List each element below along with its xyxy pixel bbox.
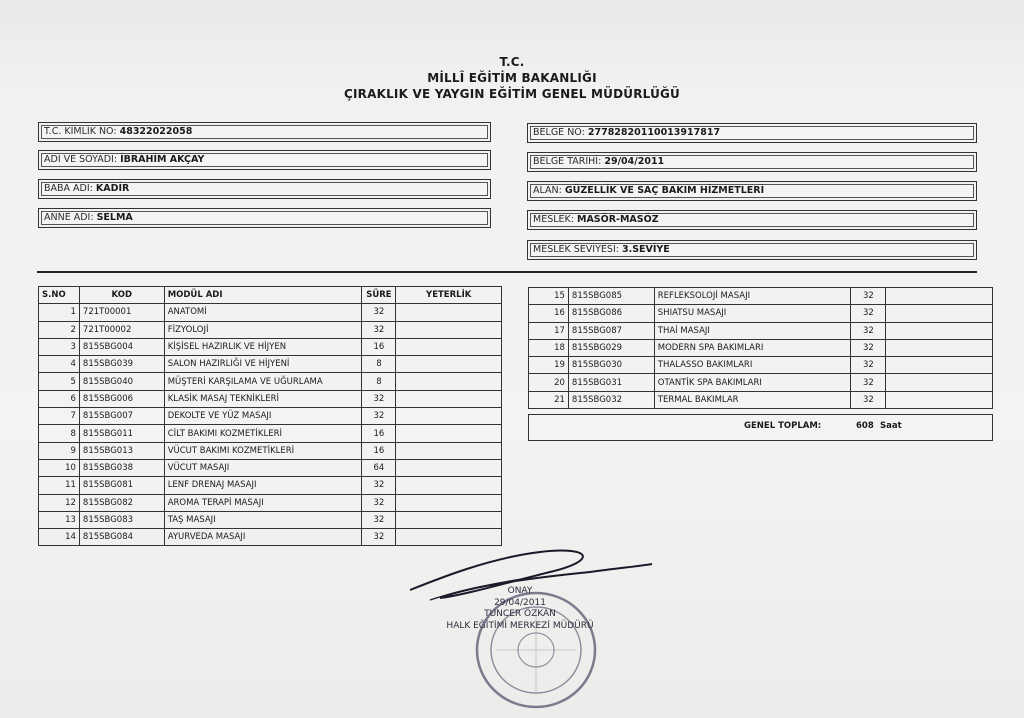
header-duration: SÜRE: [362, 287, 396, 304]
row-code: 815SBG087: [568, 322, 654, 339]
row-code: 815SBG030: [568, 357, 654, 374]
row-module: FİZYOLOJİ: [164, 321, 362, 338]
row-no: 10: [39, 459, 80, 476]
tc-id-label: T.C. KİMLİK NO:: [44, 126, 117, 137]
table-row: [39, 356, 502, 373]
row-no: 21: [529, 391, 569, 408]
row-competence: [396, 477, 502, 494]
row-module: KİŞİSEL HAZIRLIK VE HİJYEN: [164, 338, 362, 355]
name-label: ADI VE SOYADI:: [44, 154, 118, 165]
row-competence: [396, 390, 502, 407]
name-field: [38, 150, 491, 170]
row-module: REFLEKSOLOJİ MASAJI: [654, 288, 851, 305]
row-no: 11: [39, 477, 80, 494]
modules-table-left: [38, 286, 502, 546]
table-row: [39, 373, 502, 390]
row-competence: [886, 322, 993, 339]
table-row: [39, 425, 502, 442]
row-module: CİLT BAKIMI KOZMETİKLERİ: [164, 425, 362, 442]
row-no: 4: [39, 356, 80, 373]
row-module: AYURVEDA MASAJI: [164, 529, 362, 546]
row-no: 9: [39, 442, 80, 459]
profession-level-label: MESLEK SEVİYESİ:: [533, 244, 619, 255]
table-row: [39, 442, 502, 459]
certificate-date-value: 29/04/2011: [604, 156, 665, 167]
row-code: 815SBG082: [79, 494, 164, 511]
table-row: [39, 511, 502, 528]
row-module: LENF DRENAJ MASAJI: [164, 477, 362, 494]
row-no: 20: [529, 374, 569, 391]
row-code: 815SBG038: [79, 459, 164, 476]
row-module: ANATOMİ: [164, 304, 362, 321]
row-competence: [886, 305, 993, 322]
row-competence: [396, 356, 502, 373]
row-competence: [886, 391, 993, 408]
certificate-date-label: BELGE TARİHİ:: [533, 156, 602, 167]
header-module: MODÜL ADI: [164, 287, 362, 304]
row-module: THALASSO BAKIMLARI: [654, 357, 851, 374]
row-hours: 32: [851, 374, 886, 391]
row-module: MÜŞTERİ KARŞILAMA VE UĞURLAMA: [164, 373, 362, 390]
row-module: VÜCUT BAKIMI KOZMETİKLERİ: [164, 442, 362, 459]
table-row: [529, 288, 993, 305]
row-competence: [396, 321, 502, 338]
row-hours: 32: [851, 305, 886, 322]
header-sno: S.NO: [39, 287, 80, 304]
row-no: 6: [39, 390, 80, 407]
table-row: [529, 374, 993, 391]
row-code: 815SBG011: [79, 425, 164, 442]
row-hours: 32: [362, 511, 396, 528]
row-module: THAİ MASAJI: [654, 322, 851, 339]
row-competence: [886, 288, 993, 305]
modules-table-right: [528, 287, 993, 409]
row-no: 14: [39, 529, 80, 546]
row-code: 815SBG039: [79, 356, 164, 373]
row-competence: [886, 374, 993, 391]
row-competence: [396, 338, 502, 355]
row-no: 16: [529, 305, 569, 322]
name-value: İBRAHİM AKÇAY: [120, 154, 205, 165]
certificate-no-field: [527, 123, 977, 143]
row-competence: [396, 511, 502, 528]
row-competence: [396, 304, 502, 321]
table-row: [39, 304, 502, 321]
approval-block: [400, 586, 640, 632]
row-code: 815SBG086: [568, 305, 654, 322]
table-row: [39, 477, 502, 494]
row-hours: 16: [362, 425, 396, 442]
row-no: 2: [39, 321, 80, 338]
area-label: ALAN:: [533, 185, 562, 196]
row-no: 19: [529, 357, 569, 374]
row-hours: 8: [362, 356, 396, 373]
row-code: 815SBG040: [79, 373, 164, 390]
row-no: 8: [39, 425, 80, 442]
table-row: [39, 494, 502, 511]
row-hours: 16: [362, 442, 396, 459]
header-directorate: ÇIRAKLIK VE YAYGIN EĞİTİM GENEL MÜDÜRLÜĞÜ: [343, 87, 681, 101]
father-name-value: KADİR: [95, 183, 130, 194]
table-row: [529, 305, 993, 322]
profession-field: [527, 210, 977, 230]
row-competence: [396, 373, 502, 390]
table-row: [39, 408, 502, 425]
row-code: 721T00001: [79, 304, 164, 321]
row-code: 815SBG031: [568, 374, 654, 391]
table-row: [39, 459, 502, 476]
row-code: 815SBG006: [79, 390, 164, 407]
approval-position: HALK EĞİTİMİ MERKEZİ MÜDÜRÜ: [446, 620, 594, 631]
row-module: TAŞ MASAJI: [164, 511, 362, 528]
row-code: 815SBG004: [79, 338, 164, 355]
row-hours: 32: [362, 494, 396, 511]
approval-date: 29/04/2011: [494, 597, 546, 608]
table-row: [529, 339, 993, 356]
approval-name: TUNCER ÖZKAN: [484, 609, 556, 619]
row-no: 18: [529, 339, 569, 356]
area-field: [527, 181, 977, 201]
tc-id-value: 48322022058: [119, 126, 193, 137]
row-module: TERMAL BAKIMLAR: [654, 391, 851, 408]
section-divider: [37, 271, 977, 273]
row-hours: 32: [362, 321, 396, 338]
row-code: 815SBG013: [79, 442, 164, 459]
row-hours: 32: [851, 391, 886, 408]
mother-name-label: ANNE ADI:: [44, 212, 94, 223]
row-competence: [396, 494, 502, 511]
row-module: SALON HAZIRLIĞI VE HİJYENİ: [164, 356, 362, 373]
row-competence: [396, 425, 502, 442]
row-no: 12: [39, 494, 80, 511]
table-row: [39, 390, 502, 407]
row-code: 815SBG081: [79, 477, 164, 494]
row-no: 3: [39, 338, 80, 355]
row-no: 7: [39, 408, 80, 425]
row-competence: [396, 442, 502, 459]
header-ministry: MİLLÎ EĞİTİM BAKANLIĞI: [427, 71, 597, 85]
profession-label: MESLEK:: [533, 214, 574, 225]
table-row: [39, 338, 502, 355]
row-competence: [886, 357, 993, 374]
row-hours: 32: [362, 529, 396, 546]
row-module: SHIATSU MASAJI: [654, 305, 851, 322]
area-value: GÜZELLİK VE SAÇ BAKIM HİZMETLERİ: [564, 185, 765, 196]
total-label: GENEL TOPLAM:: [744, 421, 822, 431]
certificate-date-field: [527, 152, 977, 172]
certificate-no-value: 27782820110013917817: [587, 127, 721, 138]
table-row: [529, 322, 993, 339]
profession-level-value: 3.SEVİYE: [621, 244, 670, 255]
row-no: 1: [39, 304, 80, 321]
row-competence: [886, 339, 993, 356]
row-module: DEKOLTE VE YÜZ MASAJI: [164, 408, 362, 425]
table-row: [39, 321, 502, 338]
row-no: 13: [39, 511, 80, 528]
profession-level-field: [527, 240, 977, 260]
row-hours: 16: [362, 338, 396, 355]
row-module: AROMA TERAPİ MASAJI: [164, 494, 362, 511]
row-competence: [396, 459, 502, 476]
profession-value: MASÖR-MASÖZ: [577, 214, 659, 225]
total-unit: Saat: [880, 421, 902, 431]
row-no: 17: [529, 322, 569, 339]
row-no: 15: [529, 288, 569, 305]
row-code: 815SBG084: [79, 529, 164, 546]
row-hours: 64: [362, 459, 396, 476]
row-hours: 32: [362, 408, 396, 425]
row-hours: 32: [362, 304, 396, 321]
row-code: 815SBG085: [568, 288, 654, 305]
row-hours: 32: [851, 288, 886, 305]
father-name-field: [38, 179, 491, 199]
row-code: 815SBG083: [79, 511, 164, 528]
row-hours: 8: [362, 373, 396, 390]
row-code: 815SBG032: [568, 391, 654, 408]
row-module: KLASİK MASAJ TEKNİKLERİ: [164, 390, 362, 407]
table-row: [529, 391, 993, 408]
certificate-no-label: BELGE NO:: [533, 127, 585, 138]
header-country: T.C.: [499, 55, 525, 69]
mother-name-field: [38, 208, 491, 228]
row-code: 721T00002: [79, 321, 164, 338]
row-module: MODERN SPA BAKIMLARI: [654, 339, 851, 356]
row-module: OTANTİK SPA BAKIMLARI: [654, 374, 851, 391]
row-code: 815SBG029: [568, 339, 654, 356]
approval-title: ONAY: [507, 586, 533, 596]
row-code: 815SBG007: [79, 408, 164, 425]
header-code: KOD: [79, 287, 164, 304]
tc-id-field: [38, 122, 491, 142]
row-hours: 32: [851, 339, 886, 356]
table-row: [529, 357, 993, 374]
row-hours: 32: [362, 390, 396, 407]
row-competence: [396, 408, 502, 425]
row-module: VÜCUT MASAJI: [164, 459, 362, 476]
row-no: 5: [39, 373, 80, 390]
header-competence: YETERLİK: [396, 287, 502, 304]
row-hours: 32: [851, 357, 886, 374]
row-hours: 32: [851, 322, 886, 339]
mother-name-value: SELMA: [96, 212, 133, 223]
row-hours: 32: [362, 477, 396, 494]
table-header-row: [39, 287, 502, 304]
total-value: 608: [856, 421, 874, 431]
father-name-label: BABA ADI:: [44, 183, 93, 194]
